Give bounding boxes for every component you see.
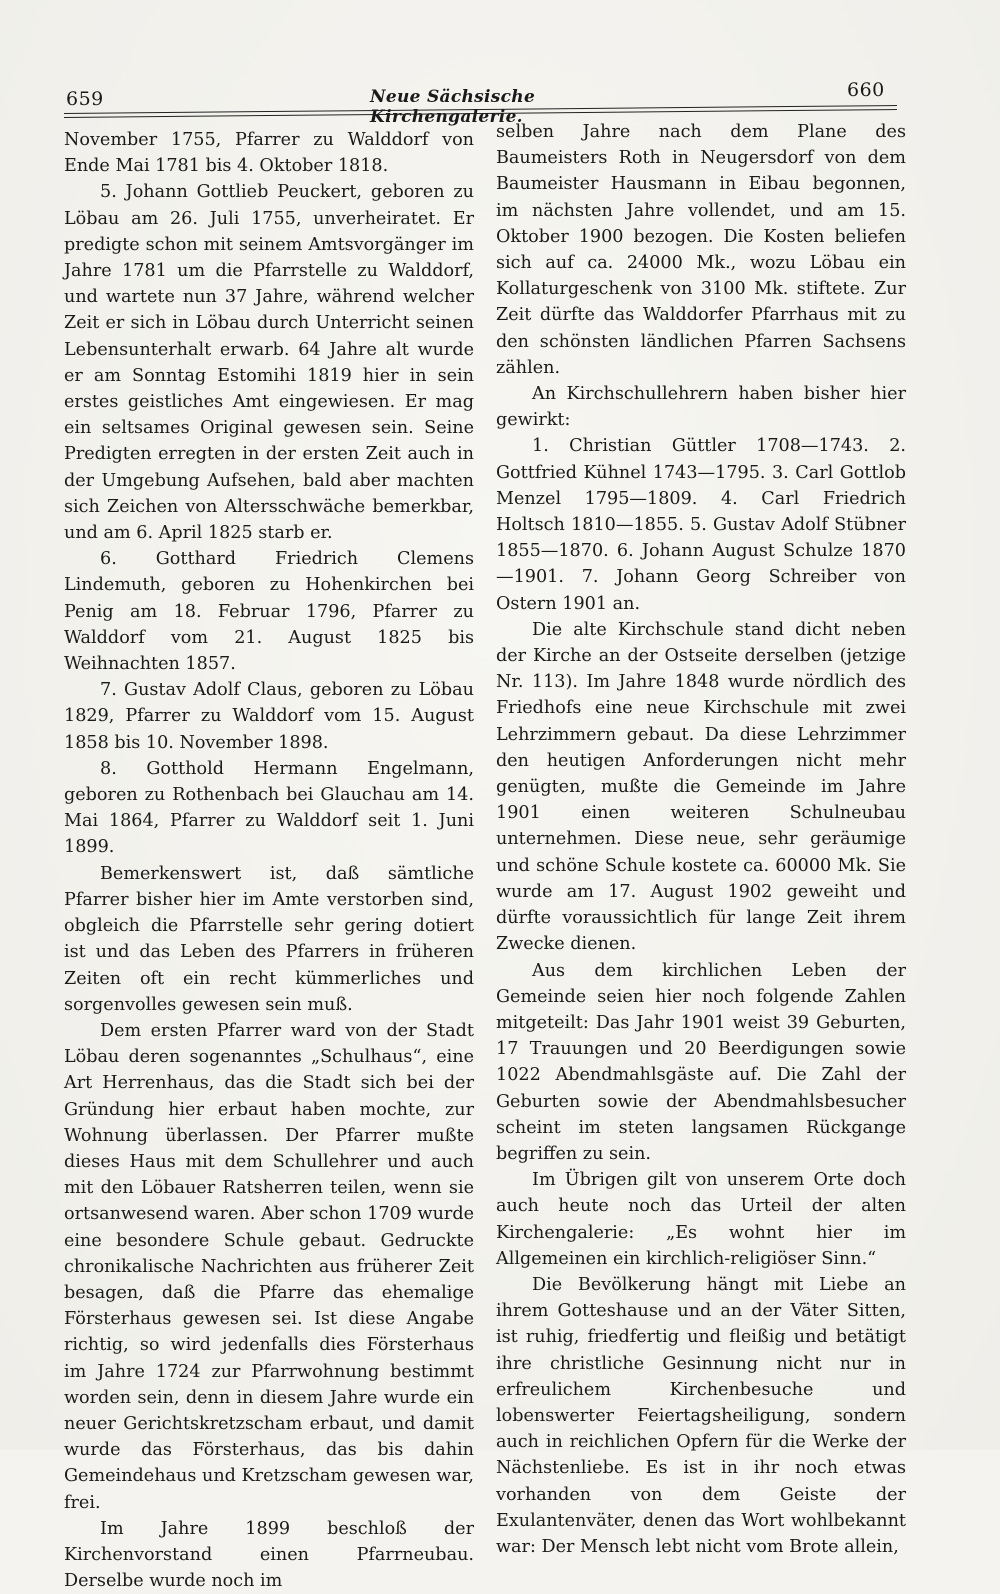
paragraph: 8. Gotthold Hermann Engelmann, geboren zu Rothenbach bei Glauchau am 14. Mai 1864, Pfarrer zu Walddorf seit 1. Juni 1899. [64, 758, 474, 858]
paragraph: 5. Johann Gottlieb Peuckert, geboren zu Löbau am 26. Juli 1755, unverheiratet. Er predigte schon mit seinem Amtsvorgänger im Jahre 1781 um die Pfarrstelle zu Walddorf, und wartete nun 37 Jahre, während welcher Zeit er sich in Löbau durch Unterricht seinen Lebensunterhalt erwarb. 64 Jahre alt wurde er am Sonntag Estomihi 1819 hier in sein erstes geistliches Amt eingewiesen. Er mag ein seltsames Original gewesen sein. Seine Predigten erregten in der ersten Zeit auch in der Umgebung Aufsehen, bald aber machten sich Zeichen von Altersschwäche bemerkbar, und am 6. April 1825 starb er. [64, 182, 474, 544]
paragraph: Die Bevölkerung hängt mit Liebe an ihrem Gotteshause und an der Väter Sitten, ist ruhig, friedfertig und fleißig und betätigt ihre christliche Gesinnung nicht nur in erfreulichem Kirchenbesuche und lobenswerter Feiertagsheiligung, sondern auch in reichlichen Opfern für die Werke der Nächstenliebe. Es ist in ihr noch etwas vorhanden von dem Geiste der Exulantenväter, denen das Wort wohlbekannt war: Der Mensch lebt nicht vom Brote allein, [496, 1274, 906, 1557]
paragraph: Aus dem kirchlichen Leben der Gemeinde seien hier noch folgende Zahlen mitgeteilt: Das Jahr 1901 weist 39 Geburten, 17 Trauungen und 20 Beerdigungen sowie 1022 Abendmahlsgäste auf. Die Zahl der Geburten sowie der Abendmahlsbesucher scheint im steten langsamen Rückgange begriffen zu sein. [496, 960, 906, 1164]
paragraph: November 1755, Pfarrer zu Walddorf von Ende Mai 1781 bis 4. Oktober 1818. [64, 130, 474, 177]
paragraph: Im Übrigen gilt von unserem Orte doch auch heute noch das Urteil der alten Kirchengalerie: „Es wohnt hier im Allgemeinen ein kirchlich-religiöser Sinn.“ [496, 1170, 906, 1269]
text-column-right [496, 119, 906, 1560]
paragraph: Dem ersten Pfarrer ward von der Stadt Löbau deren sogenanntes „Schulhaus“, eine Art Herrenhaus, das die Stadt sich bei der Gründung hier erbaut haben mochte, zur Wohnung überlassen. Der Pfarrer mußte dieses Haus mit dem Schullehrer und auch mit den Löbauer Ratsherren teilen, wenn sie ortsanwesend waren. Aber schon 1709 wurde eine besondere Schule gebaut. Gedruckte chronikalische Nachrichten aus früherer Zeit besagen, daß die Pfarre das ehemalige Försterhaus gewesen sei. Ist diese Angabe richtig, so wird jedenfalls dies Försterhaus im Jahre 1724 zur Pfarrwohnung bestimmt worden sein, denn in diesem Jahre wurde ein neuer Gerichtskretzscham erbaut, und damit wurde das Försterhaus, das bis dahin Gemeindehaus und Kretzscham gewesen war, frei. [64, 1020, 474, 1513]
page-number-right: 660 [847, 79, 885, 101]
paragraph: An Kirchschullehrern haben bisher hier gewirkt: [496, 384, 906, 431]
paragraph: Die alte Kirchschule stand dicht neben der Kirche an der Ostseite derselben (jetzige Nr. 113). Im Jahre 1848 wurde nördlich des Friedhofs eine neue Kirchschule mit zwei Lehrzimmern gebaut. Da diese Lehrzimmer den heutigen Anforderungen nicht mehr genügten, mußte die Gemeinde im Jahre 1901 einen weiteren Schulneubau unternehmen. Diese neue, sehr geräumige und schöne Schule kostete ca. 60000 Mk. Sie wurde am 17. August 1902 geweiht und dürfte voraussichtlich für lange Zeit ihrem Zwecke dienen. [496, 619, 906, 955]
paragraph: Im Jahre 1899 beschloß der Kirchenvorstand einen Pfarrneubau. Derselbe wurde noch im [64, 1518, 474, 1592]
page-number-left: 659 [66, 88, 104, 110]
paragraph: 7. Gustav Adolf Claus, geboren zu Löbau 1829, Pfarrer zu Walddorf vom 15. August 1858 bis 10. November 1898. [64, 680, 474, 753]
paragraph: 1. Christian Güttler 1708—1743. 2. Gottfried Kühnel 1743—1795. 3. Carl Gottlob Menzel 1795—1809. 4. Carl Friedrich Holtsch 1810—1855. 5. Gustav Adolf Stübner 1855—1870. 6. Johann August Schulze 1870—1901. 7. Johann Georg Schreiber von Ostern 1901 an. [496, 436, 906, 614]
running-head: Neue Sächsische Kirchengalerie. [370, 87, 536, 127]
paragraph: selben Jahre nach dem Plane des Baumeisters Roth in Neugersdorf von dem Baumeister Hausmann in Eibau begonnen, im nächsten Jahre vollendet, und am 15. Oktober 1900 bezogen. Die Kosten beliefen sich auf ca. 24000 Mk., wozu Löbau ein Kollaturgeschenk von 3100 Mk. stiftete. Zur Zeit dürfte das Walddorfer Pfarrhaus mit zu den schönsten ländlichen Pfarren Sachsens zählen. [496, 122, 906, 378]
paragraph: 6. Gotthard Friedrich Clemens Lindemuth, geboren zu Hohenkirchen bei Penig am 18. Februar 1796, Pfarrer zu Walddorf vom 21. August 1825 bis Weihnachten 1857. [64, 549, 474, 675]
paragraph: Bemerkenswert ist, daß sämtliche Pfarrer bisher hier im Amte verstorben sind, obgleich die Pfarrstelle sehr gering dotiert ist und das Leben des Pfarrers in früheren Zeiten oft ein recht kümmerliches und sorgenvolles gewesen sein muß. [64, 863, 474, 1015]
text-column-left [64, 127, 474, 1594]
